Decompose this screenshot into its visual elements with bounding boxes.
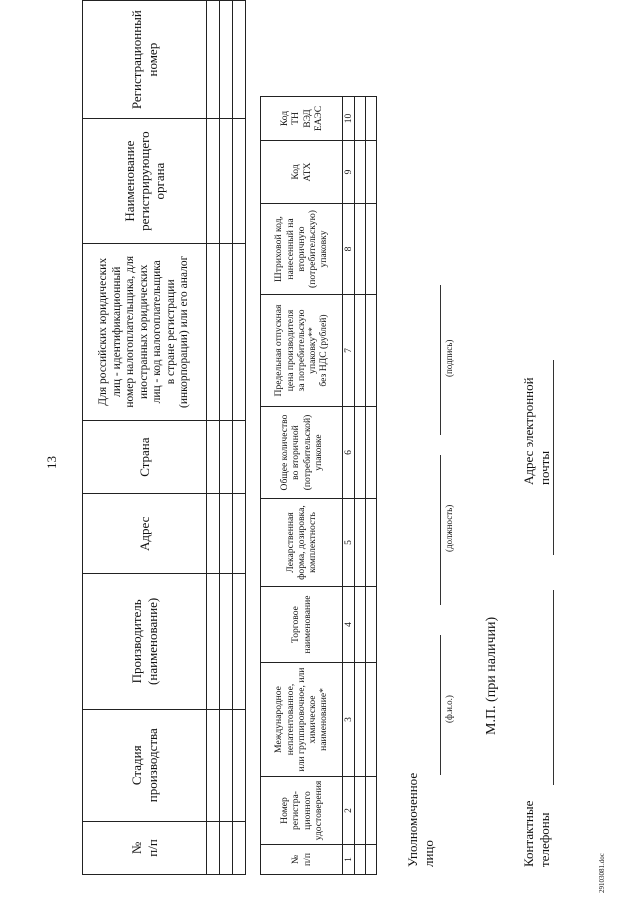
drug-table-header [261,97,343,875]
column-number-row [343,97,355,875]
table-row [233,1,246,875]
column-number: 4 [343,587,355,663]
header-cell: № п/п [261,845,343,875]
footer-filename: 29103081.doc [598,853,606,893]
column-number: 1 [343,845,355,875]
column-number: 2 [343,777,355,845]
drug-table [260,96,377,875]
header-cell: Код ТН ВЭД ЕАЭС [261,97,343,141]
header-cell: Штриховой код, нанесенный на вторичную (потребительскую) упаковку [261,204,343,295]
authorized-person-label: Уполномоченное лицо [405,772,436,867]
column-number: 8 [343,204,355,295]
column-number: 3 [343,663,355,777]
position-caption: (должность) [444,504,454,552]
stamp-label: М.П. (при наличии) [484,616,499,735]
phones-line [553,590,554,785]
column-number: 5 [343,499,355,587]
header-cell: Международное непатентованное, или группировочное, или химическое наименование* [261,663,343,777]
manufacturer-table-header [83,1,207,875]
signature-line [440,285,441,435]
column-number: 6 [343,407,355,499]
header-cell: Лекарственная форма, дозировка, комплектность [261,499,343,587]
header-cell: Общее количество во вторичной (потребительской) упаковке [261,407,343,499]
header-cell: Страна [83,420,207,494]
contact-phones-label: Контактные телефоны [521,800,552,867]
table-row [366,97,377,875]
position-line [440,455,441,605]
header-cell: Торговое наименование [261,587,343,663]
signature-caption: (подпись) [444,339,454,377]
fio-caption: (ф.и.о.) [444,695,454,723]
header-cell: Наименование регистрирующего органа [83,119,207,244]
table-row [207,1,220,875]
fio-line [440,635,441,775]
header-cell: Адрес [83,494,207,574]
column-number: 7 [343,295,355,407]
header-cell: Код АТХ [261,141,343,204]
header-cell: Регистрационный номер [83,1,207,119]
column-number: 9 [343,141,355,204]
header-cell: Для российских юридических лиц - идентификационный номер налогоплательщика, для иностранных юридических лиц - код налогоплательщика в стране регистрации (инкорпорации) или его аналог [83,243,207,420]
email-label: Адрес электронной почты [521,377,552,485]
header-cell: Производитель (наименование) [83,574,207,709]
page-number: 13 [44,456,59,469]
table-row [355,97,366,875]
header-cell: Стадия производства [83,709,207,821]
table-row [220,1,233,875]
header-cell: № п/п [83,821,207,874]
header-cell: Предельная отпускная цена производителя за потребительскую упаковку** без НДС (рублей) [261,295,343,407]
column-number: 10 [343,97,355,141]
manufacturer-table [82,0,246,875]
email-line [553,360,554,555]
header-cell: Номер регистра- ционного удостоверения [261,777,343,845]
